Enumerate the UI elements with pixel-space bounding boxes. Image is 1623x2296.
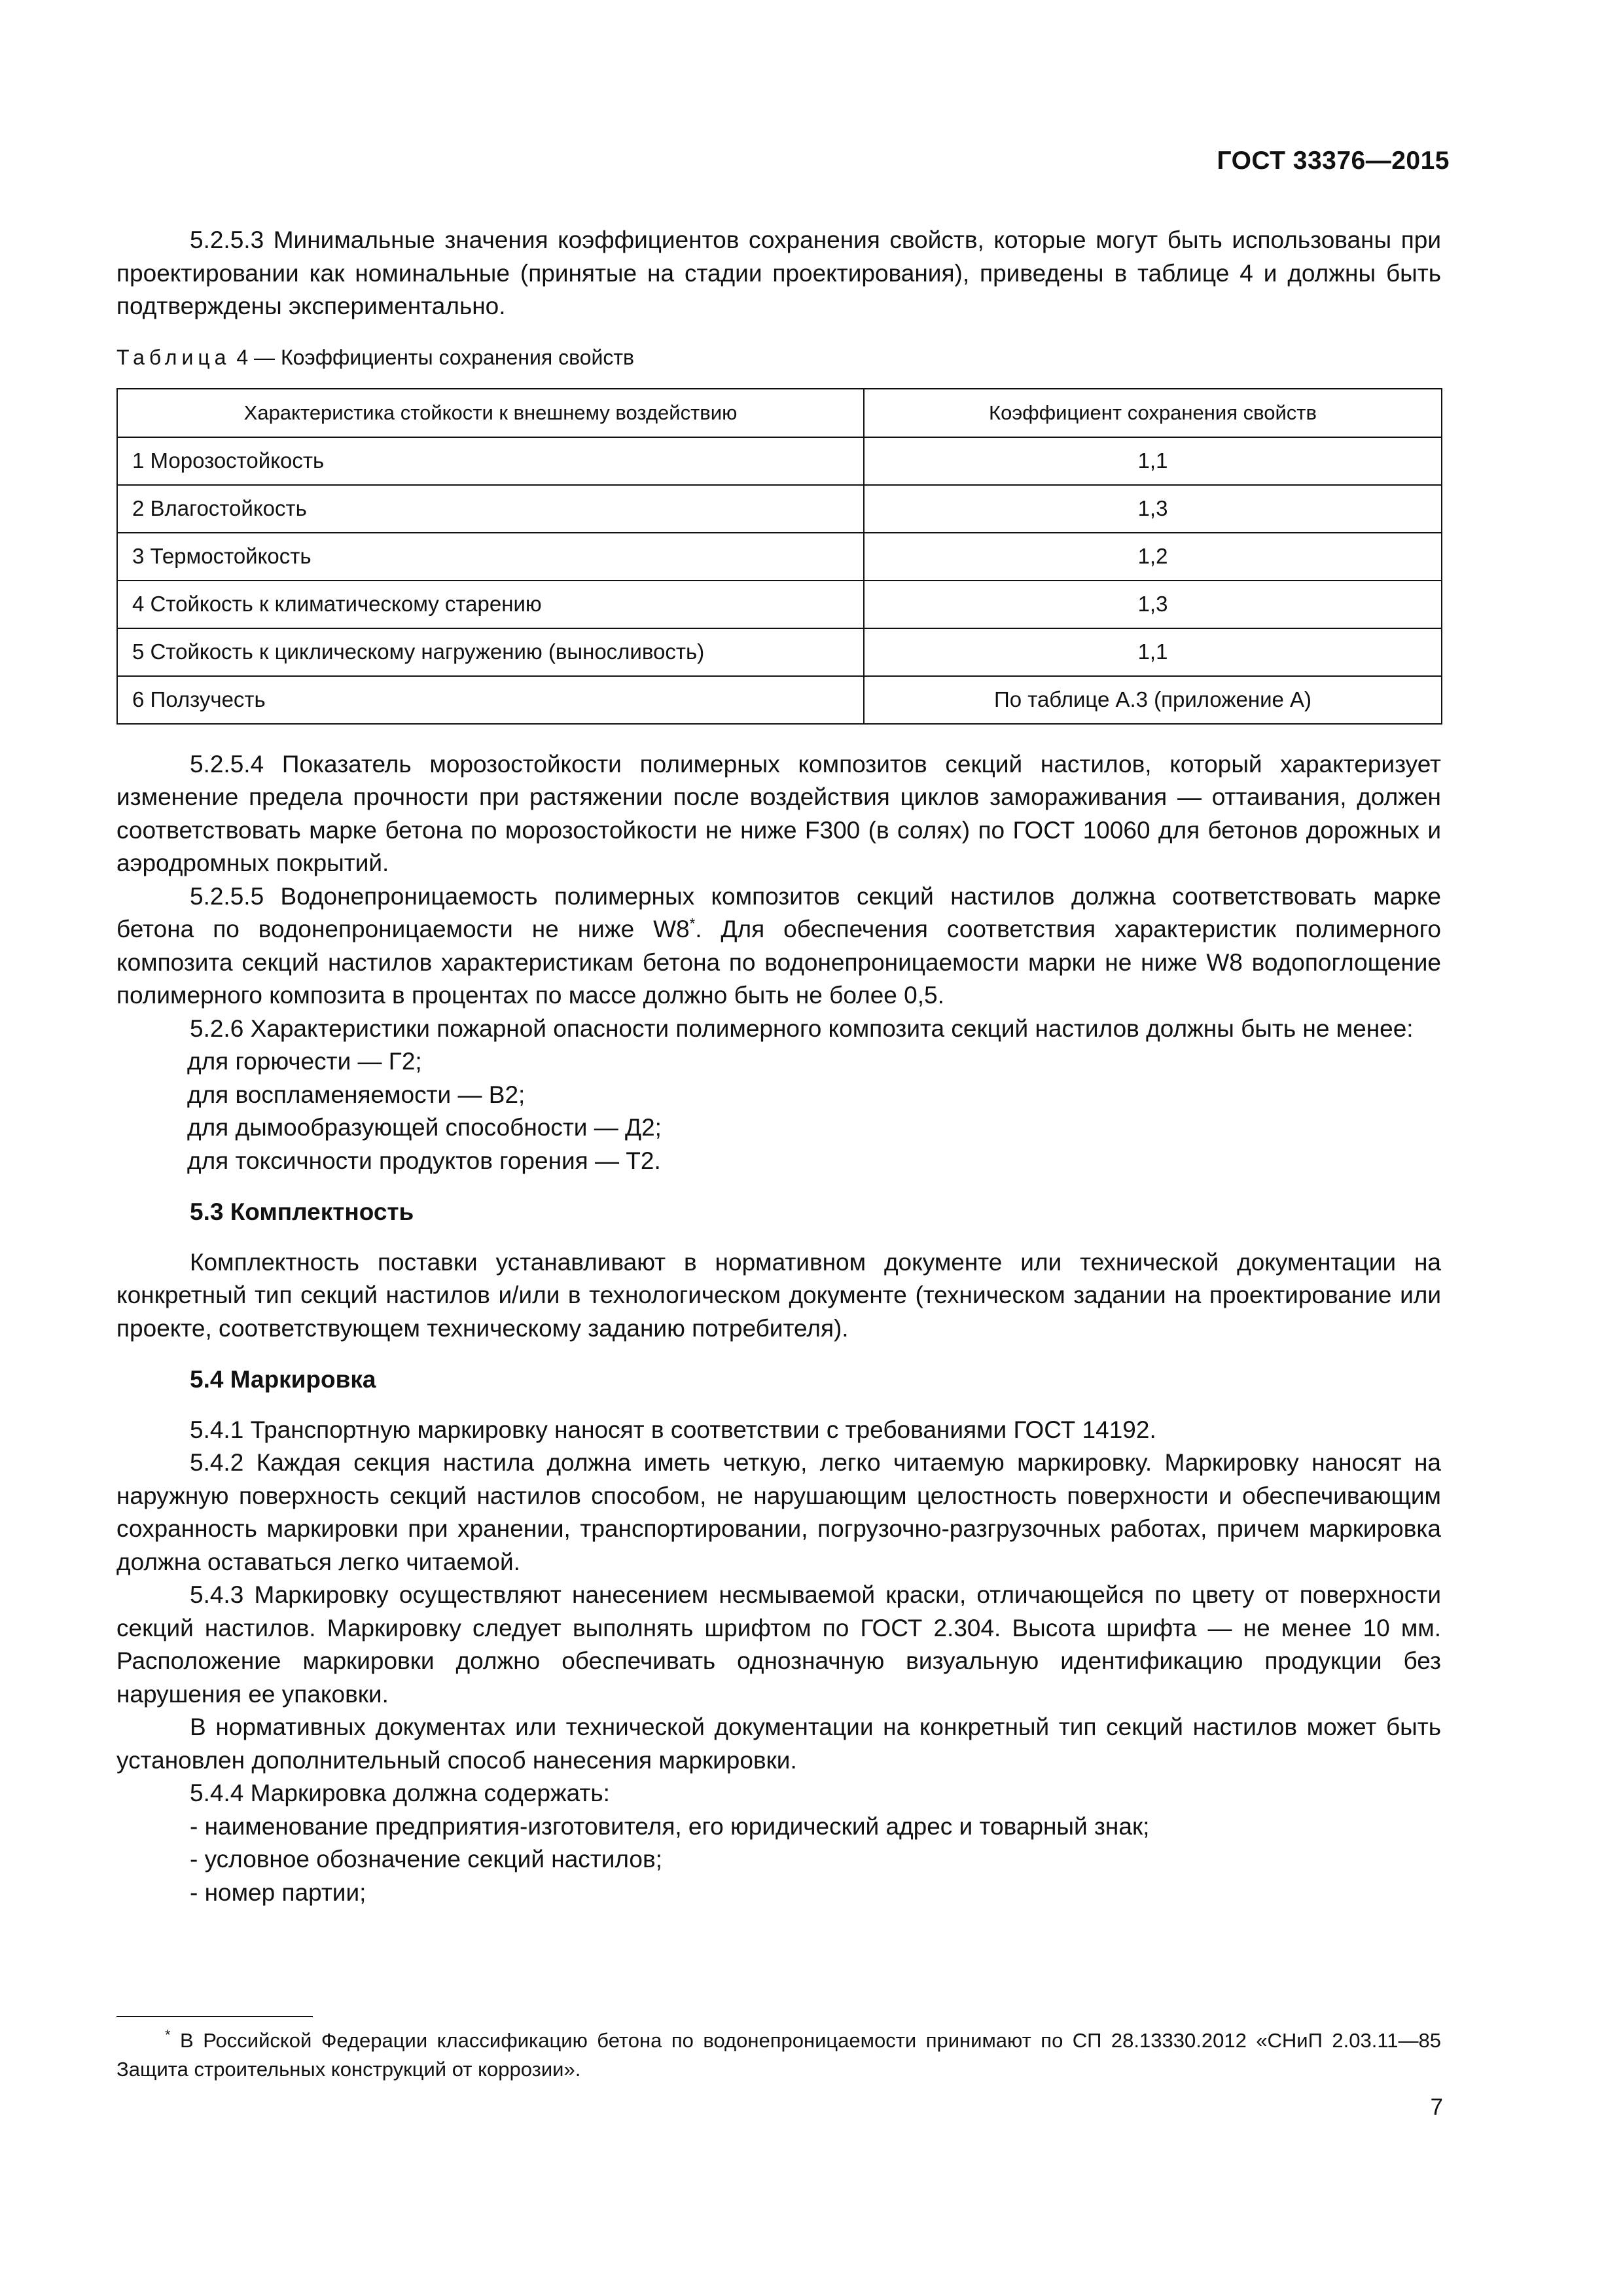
footnote-mark: * (165, 2026, 171, 2043)
table-cell-coefficient: 1,3 (864, 581, 1442, 628)
table-header-row (117, 389, 1442, 437)
page-number: 7 (1430, 2094, 1443, 2120)
page-content (116, 224, 1441, 1909)
footnote-text: В Российской Федерации классификацию бетона по водонепроницаемости принимают по СП 28.13330.2012 «СНиП 2.03.11—85 Защита строительных конструкций от коррозии». (116, 2029, 1441, 2081)
paragraph-5-4-3-additional: В нормативных документах или технической документации на конкретный тип секций настилов может быть установлен дополнительный способ нанесения маркировки. (116, 1713, 1441, 1774)
paragraph-5-2-5-5-end: . Для обеспечения соответствия характеристик полимерного композита секций настилов характеристикам бетона по водонепроницаемости марки не ниже W8 водопоглощение полимерного композита в процентах по массе должно быть не более 0,5. (116, 916, 1441, 1009)
table-caption-prefix: Таблица (116, 345, 231, 369)
paragraph-5-2-5-5-start: 5.2.5.5 Водонепроницаемость полимерных композитов секций настилов должна соответствовать марке бетона по водонепроницаемости не ниже W8 (116, 882, 1441, 942)
table-row (117, 676, 1442, 724)
section-heading-5-3: 5.3 Комплектность (190, 1198, 414, 1225)
paragraph-5-2-5-4: 5.2.5.4 Показатель морозостойкости полимерных композитов секций настилов, который характеризует изменение предела прочности при растяжении после воздействия циклов замораживания — оттаивания, должен соответствовать марке бетона по морозостойкости не ниже F300 (в солях) по ГОСТ 10060 для бетонов дорожных и аэродромных покрытий. (116, 750, 1441, 876)
table-cell-coefficient: 1,1 (864, 628, 1442, 676)
fire-hazard-item: для дымообразующей способности — Д2; (187, 1114, 662, 1141)
paragraph-5-4-4: 5.4.4 Маркировка должна содержать: (190, 1780, 610, 1806)
paragraph-5-2-6: 5.2.6 Характеристики пожарной опасности полимерного композита секций настилов должны быть не менее: (190, 1014, 1414, 1042)
table-cell-characteristic: 5 Стойкость к циклическому нагружению (выносливость) (117, 628, 864, 676)
marking-item: - наименование предприятия-изготовителя, его юридический адрес и товарный знак; (190, 1812, 1150, 1840)
table-cell-characteristic: 4 Стойкость к климатическому старению (117, 581, 864, 628)
marking-item: - номер партии; (190, 1878, 366, 1906)
table-caption-title: 4 — Коэффициенты сохранения свойств (236, 345, 635, 369)
footnote-reference: * (689, 915, 696, 932)
table-cell-characteristic: 1 Морозостойкость (117, 437, 864, 485)
table-caption (116, 346, 1441, 370)
paragraph-5-4-1: 5.4.1 Транспортную маркировку наносят в соответствии с требованиями ГОСТ 14192. (190, 1416, 1156, 1443)
paragraph-5-2-5-3: 5.2.5.3 Минимальные значения коэффициентов сохранения свойств, которые могут быть использованы при проектировании как номинальные (принятые на стадии проектирования), приведены в таблице 4 и должны быть подтверждены экспериментально. (116, 226, 1441, 319)
table-row (117, 485, 1442, 533)
table-cell-characteristic: 3 Термостойкость (117, 533, 864, 581)
paragraph-5-4-3: 5.4.3 Маркировку осуществляют нанесением несмываемой краски, отличающейся по цвету от поверхности секций настилов. Маркировку следует выполнять шрифтом по ГОСТ 2.304. Высота шрифта — не менее 10 мм. Расположение маркировки должно обеспечивать однозначную визуальную идентификацию продукции без нарушения ее упаковки. (116, 1581, 1441, 1708)
section-heading-5-4: 5.4 Маркировка (190, 1366, 376, 1393)
table-cell-coefficient: По таблице А.3 (приложение А) (864, 676, 1442, 724)
table-row (117, 581, 1442, 628)
paragraph-5-2-5-5 (116, 880, 1441, 1013)
fire-hazard-item: для воспламеняемости — В2; (187, 1081, 526, 1108)
table-header-coefficient: Коэффициент сохранения свойств (864, 389, 1442, 437)
table-header-characteristic: Характеристика стойкости к внешнему воздействию (117, 389, 864, 437)
fire-hazard-item: для горючести — Г2; (187, 1048, 422, 1075)
footnote-separator (116, 2016, 313, 2017)
table-cell-coefficient: 1,1 (864, 437, 1442, 485)
paragraph-5-4-2: 5.4.2 Каждая секция настила должна иметь четкую, легко читаемую маркировку. Маркировку наносят на наружную поверхность секций настилов способом, не нарушающим целостность поверхности и обеспечивающим сохранность маркировки при хранении, транспортировании, погрузочно-разгрузочных работах, причем маркировка должна оставаться легко читаемой. (116, 1449, 1441, 1575)
document-code: ГОСТ 33376—2015 (1217, 147, 1450, 175)
table-cell-characteristic: 2 Влагостойкость (117, 485, 864, 533)
paragraph-completeness: Комплектность поставки устанавливают в нормативном документе или технической документации на конкретный тип секций настилов и/или в технологическом документе (техническом задании на проектирование или проекте, соответствующем техническому заданию потребителя). (116, 1248, 1441, 1342)
table-cell-coefficient: 1,2 (864, 533, 1442, 581)
fire-hazard-item: для токсичности продуктов горения — Т2. (187, 1147, 661, 1174)
coefficients-table (116, 388, 1442, 725)
table-cell-coefficient: 1,3 (864, 485, 1442, 533)
footnote (116, 2026, 1441, 2084)
table-row (117, 533, 1442, 581)
table-row (117, 437, 1442, 485)
table-cell-characteristic: 6 Ползучесть (117, 676, 864, 724)
marking-item: - условное обозначение секций настилов; (190, 1846, 662, 1873)
table-row (117, 628, 1442, 676)
